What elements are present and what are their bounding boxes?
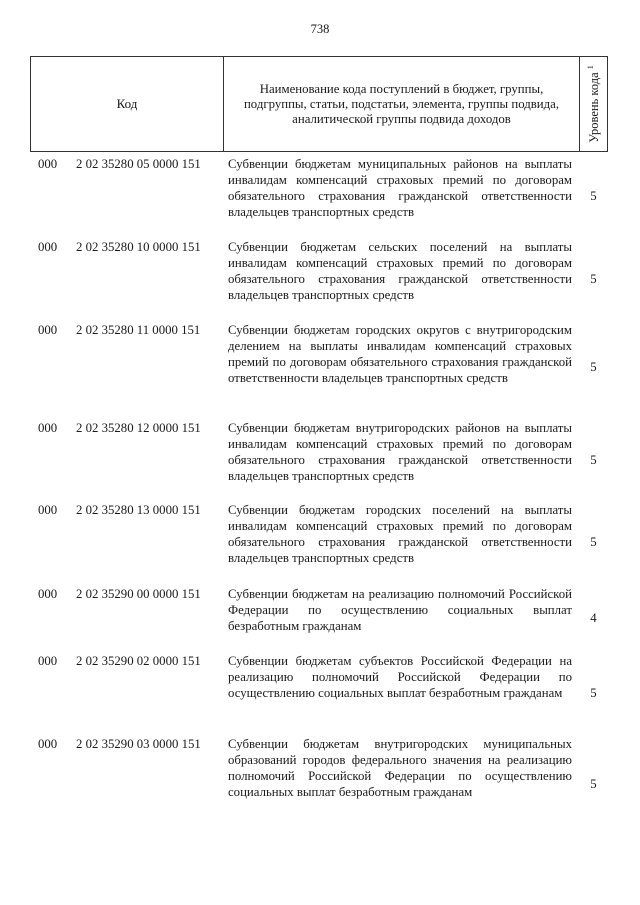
revenue-code: 2 02 35280 11 0000 151 xyxy=(76,323,201,337)
header-code: Код xyxy=(31,57,224,151)
revenue-name: Субвенции бюджетам внутригородских муниципальных образований городов федерального значения на реализацию полномочий Российской Федерации по осуществлению социальных выплат безработным гражданам xyxy=(228,737,572,799)
revenue-code: 2 02 35280 10 0000 151 xyxy=(76,240,201,254)
admin-code: 000 xyxy=(38,240,58,254)
code-level: 5 xyxy=(590,189,597,203)
header-name: Наименование кода поступлений в бюджет, группы, подгруппы, статьи, подстатьи, элемента, группы подвида, аналитической группы подвида доходов xyxy=(224,57,580,151)
revenue-code: 2 02 35280 05 0000 151 xyxy=(76,157,201,171)
page-number: 738 xyxy=(310,22,330,36)
revenue-codes-table xyxy=(30,56,608,799)
header-level-text xyxy=(585,65,601,143)
revenue-name: Субвенции бюджетам субъектов Российской Федерации на реализацию полномочий Российской Федерации по осуществлению социальных выплат безработным гражданам xyxy=(228,654,572,700)
code-level: 5 xyxy=(590,272,597,286)
revenue-name: Субвенции бюджетам на реализацию полномочий Российской Федерации по осуществлению социальных выплат безработным гражданам xyxy=(228,587,572,633)
revenue-name: Субвенции бюджетам сельских поселений на выплаты инвалидам компенсаций страховых премий по договорам обязательного страхования гражданской ответственности владельцев транспортных средств xyxy=(228,240,572,302)
revenue-code: 2 02 35290 02 0000 151 xyxy=(76,654,201,668)
revenue-name: Субвенции бюджетам муниципальных районов на выплаты инвалидам компенсаций страховых премий по договорам обязательного страхования гражданской ответственности владельцев транспортных средств xyxy=(228,157,572,219)
admin-code: 000 xyxy=(38,421,58,435)
header-level-footnote: 1 xyxy=(585,65,595,70)
admin-code: 000 xyxy=(38,503,58,517)
admin-code: 000 xyxy=(38,737,58,751)
admin-code: 000 xyxy=(38,587,58,601)
code-level: 5 xyxy=(590,777,597,791)
revenue-name: Субвенции бюджетам внутригородских районов на выплаты инвалидам компенсаций страховых премий по договорам обязательного страхования гражданской ответственности владельцев транспортных средств xyxy=(228,421,572,483)
code-level: 5 xyxy=(590,453,597,467)
admin-code: 000 xyxy=(38,654,58,668)
revenue-code: 2 02 35290 00 0000 151 xyxy=(76,587,201,601)
revenue-name: Субвенции бюджетам городских поселений на выплаты инвалидам компенсаций страховых премий по договорам обязательного страхования гражданской ответственности владельцев транспортных средств xyxy=(228,503,572,565)
header-level xyxy=(580,57,607,151)
revenue-code: 2 02 35280 12 0000 151 xyxy=(76,421,201,435)
admin-code: 000 xyxy=(38,157,58,171)
revenue-code: 2 02 35290 03 0000 151 xyxy=(76,737,201,751)
revenue-name: Субвенции бюджетам городских округов с внутригородским делением на выплаты инвалидам компенсаций страховых премий по договорам обязательного страхования гражданской ответственности владельцев транспортных средств xyxy=(228,323,572,385)
code-level: 5 xyxy=(590,535,597,549)
table-header xyxy=(30,56,608,152)
code-level: 5 xyxy=(590,360,597,374)
code-level: 5 xyxy=(590,686,597,700)
admin-code: 000 xyxy=(38,323,58,337)
code-level: 4 xyxy=(590,611,597,625)
revenue-code: 2 02 35280 13 0000 151 xyxy=(76,503,201,517)
header-level-label: Уровень кода xyxy=(586,72,601,143)
